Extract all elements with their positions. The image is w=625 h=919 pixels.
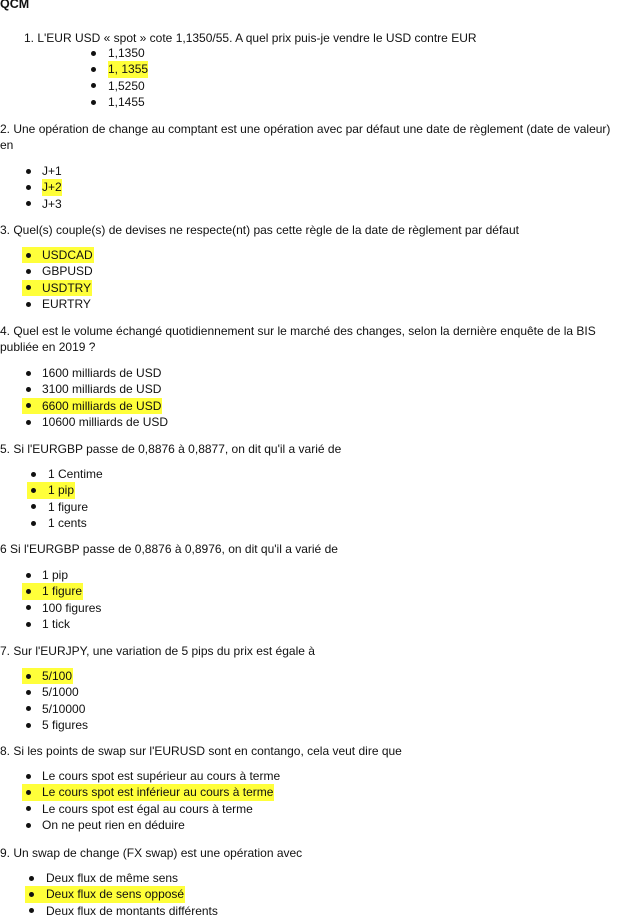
question-text: 1. L'EUR USD « spot » cote 1,1350/55. A quel prix puis-je vendre le USD contre EUR [24,31,477,45]
bullet-icon [31,521,36,526]
answer-option-label: J+3 [42,196,62,211]
answer-option-label: On ne peut rien en déduire [42,818,185,833]
bullet-icon [26,387,31,392]
answer-option-label: Le cours spot est supérieur au cours à terme [42,769,281,783]
answer-option-highlighted: 1, 1355 [108,62,149,77]
bullet-icon [29,892,34,897]
answer-option-label: Le cours spot est égal au cours à terme [42,801,253,816]
answer-option-highlighted: Le cours spot est inférieur au cours à terme [42,785,274,800]
question-text: 9. Un swap de change (FX swap) est une opération avec [0,846,303,860]
answer-option-label: 1 figure [48,499,89,514]
answer-option-label: 5/10000 [42,701,86,716]
bullet-icon [26,253,31,258]
answer-option-label: Deux flux de même sens [46,871,179,885]
answer-option-label: Deux flux de montants différents [46,903,218,918]
answer-option-label: 1 Centime [48,467,103,481]
answer-option-label: 1,1350 [108,46,145,60]
bullet-icon [26,674,31,679]
bullet-icon [26,806,31,811]
answer-option-highlighted: 1 pip [48,483,75,498]
bullet-icon [26,774,31,779]
answer-option-highlighted: Deux flux de sens opposé [46,887,185,902]
bullet-icon [26,790,31,795]
bullet-icon [26,605,31,610]
answer-option-label: 1,1455 [108,95,145,110]
bullet-icon [26,269,31,274]
answer-option-highlighted: 6600 milliards de USD [42,398,162,413]
answer-option-label: J+1 [42,164,62,178]
bullet-icon [31,488,36,493]
bullet-icon [26,823,31,828]
bullet-icon [26,589,31,594]
answer-option-label: 1 tick [42,617,71,632]
question-text: 3. Quel(s) couple(s) de devises ne respecte(nt) pas cette règle de la date de règlement par défaut [0,223,519,237]
answer-option-label: GBPUSD [42,264,93,279]
answer-option-label: 1 cents [48,516,87,531]
answer-option-label: 1,5250 [108,78,145,93]
bullet-icon [26,420,31,425]
question-text: 8. Si les points de swap sur l'EURUSD sont en contango, cela veut dire que [0,744,402,758]
answer-option-highlighted: USDTRY [42,280,92,295]
question-text: 4. Quel est le volume échangé quotidiennement sur le marché des changes, selon la dernière enquête de la BIS publiée en 2019 ? [0,324,596,354]
answer-option-label: 3100 milliards de USD [42,382,162,397]
answer-option-label: 10600 milliards de USD [42,415,169,430]
bullet-icon [29,876,34,881]
bullet-icon [26,371,31,376]
question-text: 7. Sur l'EURJPY, une variation de 5 pips du prix est égale à [0,644,315,658]
bullet-icon [26,723,31,728]
bullet-icon [26,302,31,307]
bullet-icon [91,83,96,88]
bullet-icon [31,472,36,477]
answer-option-label: 100 figures [42,600,102,615]
question-text: 2. Une opération de change au comptant est une opération avec par défaut une date de règlement (date de valeur) en [0,122,611,152]
question-text: 6 Si l'EURGBP passe de 0,8876 à 0,8976, on dit qu'il a varié de [0,542,338,556]
bullet-icon [29,908,34,913]
answer-option-label: 1600 milliards de USD [42,366,162,380]
bullet-icon [26,185,31,190]
answer-option-highlighted: 1 figure [42,584,83,599]
bullet-icon [91,100,96,105]
bullet-icon [26,690,31,695]
answer-option-label: 5 figures [42,718,89,733]
question-text: 5. Si l'EURGBP passe de 0,8876 à 0,8877, on dit qu'il a varié de [0,442,342,456]
bullet-icon [26,201,31,206]
answer-option-label: EURTRY [42,297,91,312]
answer-option-highlighted: J+2 [42,180,62,195]
answer-option-label: 1 pip [42,568,69,582]
bullet-icon [31,504,36,509]
bullet-icon [91,67,96,72]
page-title: QCM [0,0,30,11]
answer-option-label: 5/1000 [42,685,79,700]
bullet-icon [26,573,31,578]
answer-option-highlighted: USDCAD [42,248,93,262]
bullet-icon [26,622,31,627]
bullet-icon [26,706,31,711]
bullet-icon [91,51,96,56]
bullet-icon [26,169,31,174]
answer-option-highlighted: 5/100 [42,669,73,683]
